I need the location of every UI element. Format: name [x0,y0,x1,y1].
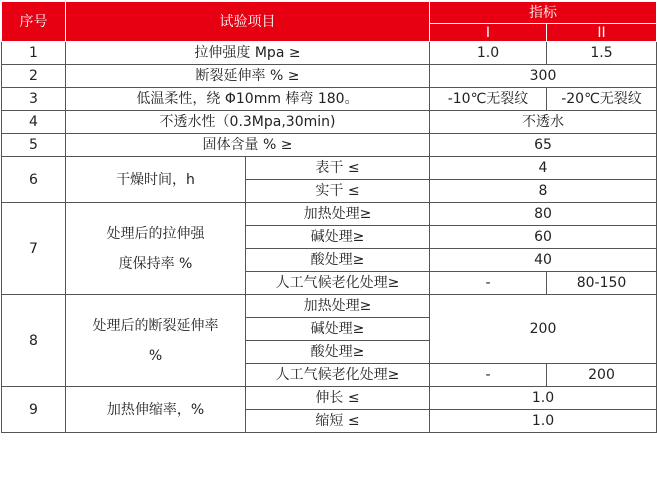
row-number: 3 [2,88,66,111]
row-number: 6 [2,157,66,203]
sub-item: 缩短 ≤ [246,410,430,433]
header-test-item: 试验项目 [66,2,430,42]
value-grade-1: - [430,364,547,387]
row-number: 8 [2,295,66,387]
value: 80 [430,203,657,226]
test-item-line: 度保持率 % [118,255,193,272]
test-item: 加热伸缩率，% [66,387,246,433]
value: 40 [430,249,657,272]
sub-item: 伸长 ≤ [246,387,430,410]
value: 60 [430,226,657,249]
value: 1.0 [430,410,657,433]
row-number: 5 [2,134,66,157]
test-item-line: % [148,347,163,364]
value-grade-1: 1.0 [430,42,547,65]
value: 65 [430,134,657,157]
row-number: 4 [2,111,66,134]
value: 8 [430,180,657,203]
value-grade-2: 1.5 [547,42,657,65]
sub-item: 酸处理≥ [246,249,430,272]
value: 4 [430,157,657,180]
sub-item: 碱处理≥ [246,226,430,249]
table-row [2,111,657,134]
value: 300 [430,65,657,88]
header-index: 指标 [430,2,657,24]
table-row [2,295,657,318]
sub-item: 酸处理≥ [246,341,430,364]
row-number: 1 [2,42,66,65]
table-row [2,88,657,111]
value-grade-2: 80-150 [547,272,657,295]
sub-item: 表干 ≤ [246,157,430,180]
test-item: 低温柔性，绕 Φ10mm 棒弯 180。 [66,88,430,111]
sub-item: 加热处理≥ [246,203,430,226]
table-row [2,157,657,180]
test-item [66,295,246,387]
table-row [2,387,657,410]
header-grade-2: II [547,24,657,42]
row-number: 9 [2,387,66,433]
value-grade-1: - [430,272,547,295]
sub-item: 加热处理≥ [246,295,430,318]
header-grade-1: I [430,24,547,42]
sub-item: 人工气候老化处理≥ [246,364,430,387]
sub-item: 碱处理≥ [246,318,430,341]
value-grade-2: -20℃无裂纹 [547,88,657,111]
test-item-line: 处理后的断裂延伸率 [92,317,219,334]
test-item: 干燥时间，h [66,157,246,203]
test-item-line: 处理后的拉伸强 [106,225,205,242]
test-item: 不透水性（0.3Mpa,30min) [66,111,430,134]
header-seq: 序号 [2,2,66,42]
table-row [2,134,657,157]
value: 不透水 [430,111,657,134]
spec-table [1,1,657,433]
test-item: 拉伸强度 Mpa ≥ [66,42,430,65]
row-number: 2 [2,65,66,88]
row-number: 7 [2,203,66,295]
sub-item: 人工气候老化处理≥ [246,272,430,295]
value-grade-1: -10℃无裂纹 [430,88,547,111]
table-row [2,65,657,88]
test-item: 固体含量 % ≥ [66,134,430,157]
value: 1.0 [430,387,657,410]
value: 200 [430,295,657,364]
table-row [2,203,657,226]
test-item [66,203,246,295]
test-item: 断裂延伸率 % ≥ [66,65,430,88]
table-row [2,42,657,65]
sub-item: 实干 ≤ [246,180,430,203]
value-grade-2: 200 [547,364,657,387]
